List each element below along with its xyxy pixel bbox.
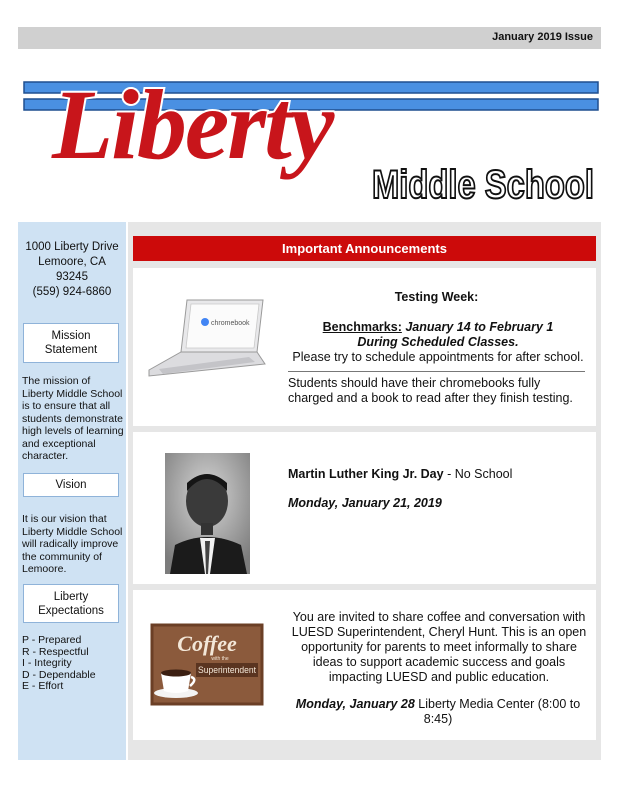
benchmarks-label: Benchmarks: (322, 320, 402, 334)
expectations-title-line2: Expectations (38, 604, 104, 617)
benchmarks-dates: January 14 to February 1 (405, 320, 554, 334)
vision-title: Vision (55, 479, 87, 491)
chromebook-note: Students should have their chromebooks fully charged and a book to read after they finish testing. (288, 376, 573, 405)
expectation-item: R - Respectful (22, 645, 89, 658)
mission-title-line1: Mission (51, 330, 91, 342)
benchmarks-block (283, 320, 593, 365)
masthead-logo (24, 62, 598, 212)
expectations-title-box (23, 584, 119, 623)
coffee-image-with: with the (211, 656, 229, 662)
masthead-subtitle: Middle School (372, 163, 594, 207)
chromebook-image-label: chromebook (211, 320, 250, 327)
mlk-title: Martin Luther King Jr. Day (288, 467, 444, 481)
mlk-portrait-image (165, 453, 250, 574)
sidebar (18, 222, 126, 760)
expectation-item: E - Effort (22, 680, 64, 692)
mlk-date: Monday, January 21, 2019 (288, 496, 442, 510)
expectation-item: I - Integrity (22, 657, 72, 669)
benchmarks-note: During Scheduled Classes. (357, 335, 519, 349)
coffee-image-word: Coffee (177, 631, 237, 656)
coffee-text: You are invited to share coffee and conversation with LUESD Superintendent, Cheryl Hunt. This is an open opportunity for parents to meet informally to share ideas to support academic success and goals impacting LUESD and public education. (291, 610, 587, 684)
announcements-header: Important Announcements (133, 236, 596, 261)
address-city: Lemoore, CA (38, 256, 106, 268)
mlk-title-line (288, 467, 588, 482)
address-phone: (559) 924-6860 (32, 286, 112, 298)
coffee-card (133, 590, 596, 740)
coffee-image-banner: Superintendent (198, 665, 257, 675)
testing-title: Testing Week: (394, 290, 479, 304)
coffee-location: Liberty Media Center (8:00 to 8:45) (414, 697, 581, 726)
mlk-suffix: - No School (443, 467, 513, 481)
chromebook-image (149, 298, 267, 378)
expectation-item: P - Prepared (22, 634, 82, 646)
address-street: 1000 Liberty Drive (25, 241, 119, 253)
coffee-image (152, 625, 262, 704)
divider-line (288, 371, 585, 372)
issue-bar (18, 27, 601, 49)
expectation-item: D - Dependable (22, 668, 96, 681)
coffee-date: Monday, January 28 (295, 697, 415, 711)
expectations-title-line1: Liberty (53, 590, 89, 603)
mission-text: The mission of Liberty Middle School is to ensure that all students demonstrate high levels of learning and exceptional character. (22, 375, 124, 462)
address-zip: 93245 (56, 271, 88, 283)
coffee-date-line (293, 697, 583, 727)
testing-week-card (133, 268, 596, 426)
mission-title-box (23, 323, 119, 363)
vision-title-box (23, 473, 119, 497)
mission-title-line2: Statement (44, 344, 98, 356)
mlk-card (133, 432, 596, 584)
masthead-title: Liberty (52, 69, 333, 180)
issue-label: January 2019 Issue (492, 31, 593, 43)
address-block (18, 240, 126, 300)
vision-text: It is our vision that Liberty Middle School will radically improve the community of Lemoore. (22, 513, 123, 575)
appointments-note: Please try to schedule appointments for after school. (292, 350, 584, 364)
expectations-list (22, 635, 124, 693)
